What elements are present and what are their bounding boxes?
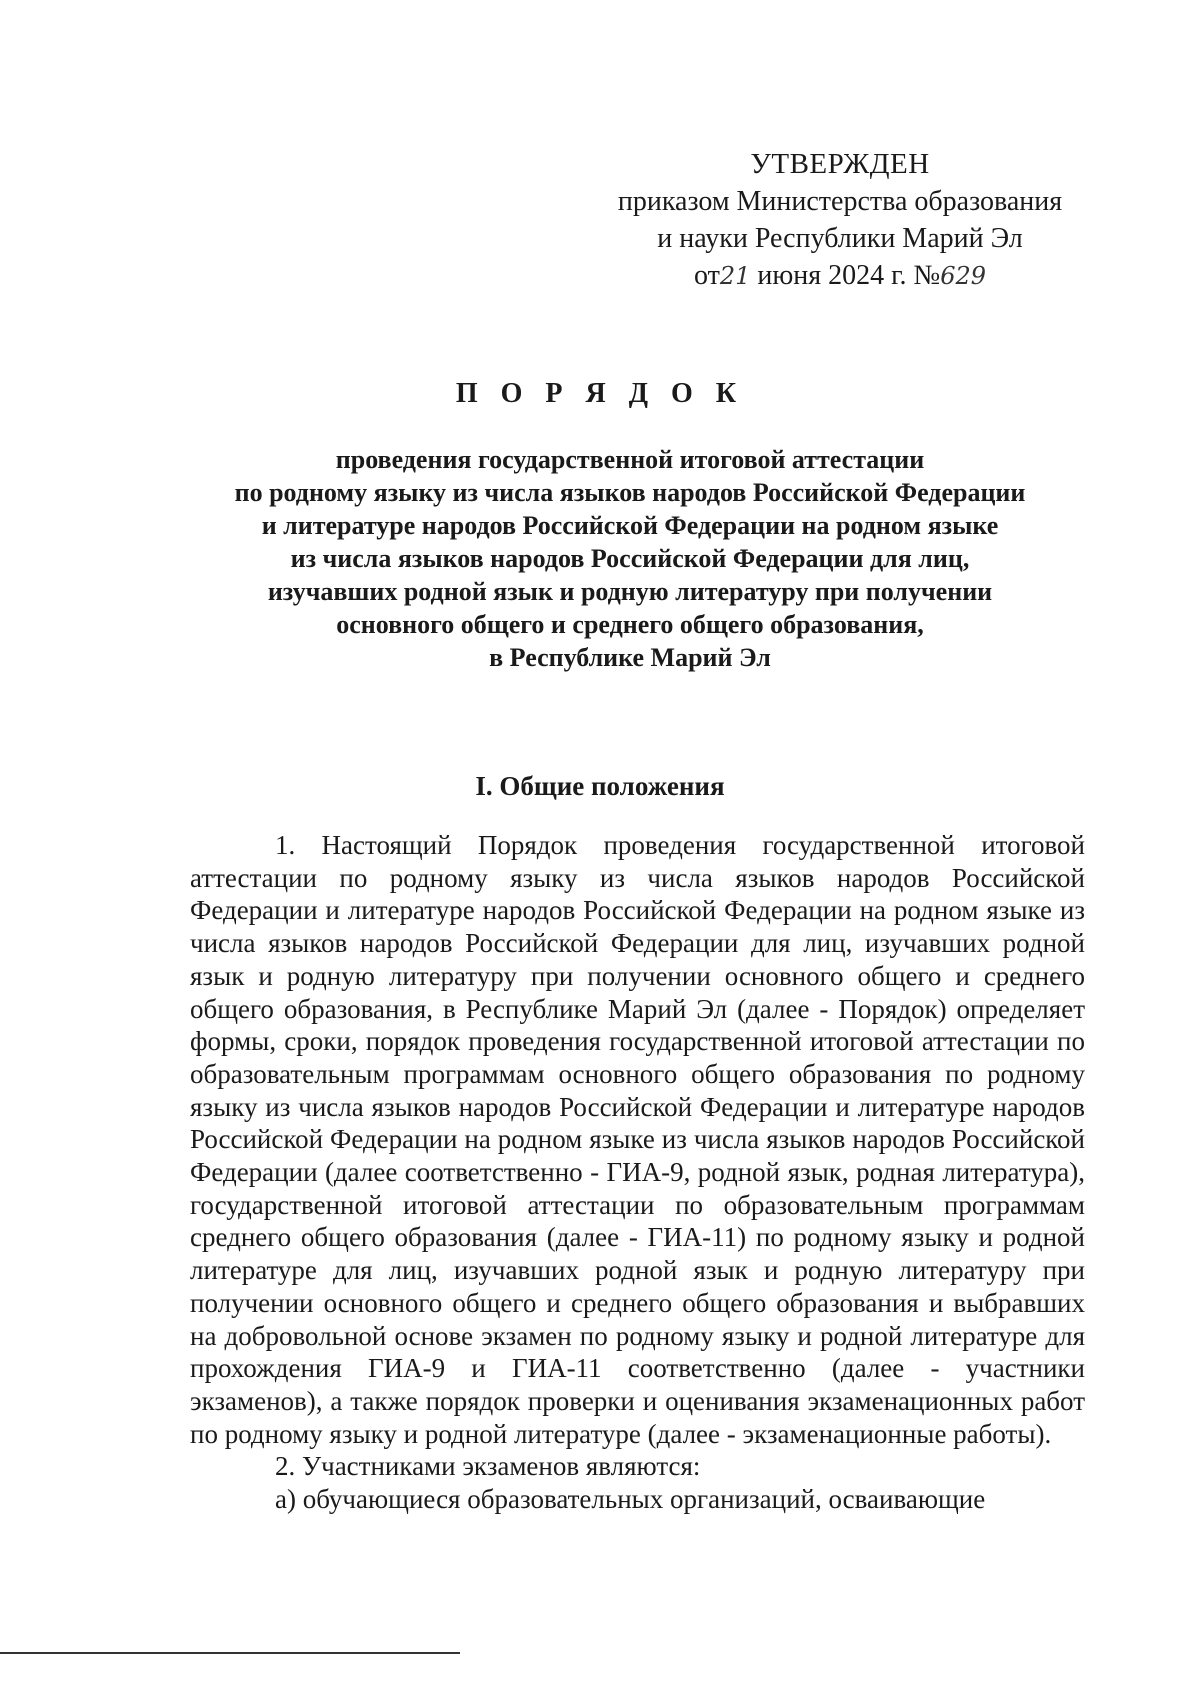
approval-title: УТВЕРЖДЕН (750, 148, 930, 180)
subtitle-line: изучавших родной язык и родную литературу при получении (267, 577, 993, 606)
approval-line-1: приказом Министерства образования (617, 186, 1063, 217)
subtitle-line: из числа языков народов Российской Федерации для лиц, (290, 544, 970, 573)
subtitle-line: основного общего и среднего общего образования, (336, 610, 924, 639)
handwritten-order-number: 629 (940, 262, 987, 290)
subtitle-line: и литературе народов Российской Федерации на родном языке (261, 511, 999, 540)
subtitle-line: проведения государственной итоговой аттестации (335, 445, 925, 474)
document-title: П О Р Я Д О К (455, 378, 745, 409)
document-subtitle (180, 443, 1080, 674)
subtitle-line: в Республике Марий Эл (489, 643, 771, 672)
section-body (190, 829, 1085, 1516)
paragraph-2a: а) обучающиеся образовательных организаций, осваивающие (275, 1484, 986, 1515)
approval-date-row (600, 257, 1080, 295)
paragraph-1: 1. Настоящий Порядок проведения государственной итоговой аттестации по родному языку из числа языков народов Российской Федерации и литературе народов Российской Федерации на родном языке из числа языков народов Российской Федерации для лиц, изучавших родной язык и родную литературу при получении основного общего и среднего общего образования, в Республике Марий Эл (далее - Порядок) определяет формы, сроки, порядок проведения государственной итоговой аттестации по образовательным программам основного общего образования по родному языку из числа языков народов Российской Федерации и литературе народов Российской Федерации на родном языке из числа языков народов Российской Федерации (далее соответственно - ГИА-9, родной язык, родная литература), государственной итоговой аттестации по образовательным программам среднего общего образования (далее - ГИА-11) по родному языку и родной литературе для лиц, изучавших родной язык и родную литературу при получении основного общего и среднего общего образования и выбравших на добровольной основе экзамен по родному языку и родной литературе для прохождения ГИА-9 и ГИА-11 соответственно (далее - участники экзаменов), а также порядок проверки и оценивания экзаменационных работ по родному языку и родной литературе (далее - экзаменационные работы). (190, 830, 1085, 1449)
paragraph-2: 2. Участниками экзаменов являются: (275, 1451, 701, 1482)
subtitle-line: по родному языку из числа языков народов Российской Федерации (234, 478, 1026, 507)
section-heading: I. Общие положения (475, 771, 725, 801)
date-prefix: от (693, 260, 720, 291)
handwritten-day: 21 (719, 262, 751, 290)
approval-line-2: и науки Республики Марий Эл (657, 223, 1023, 254)
date-rest: июня 2024 г. № (757, 260, 941, 291)
approval-stamp-block (600, 146, 1080, 295)
page-bottom-rule (0, 1652, 460, 1654)
